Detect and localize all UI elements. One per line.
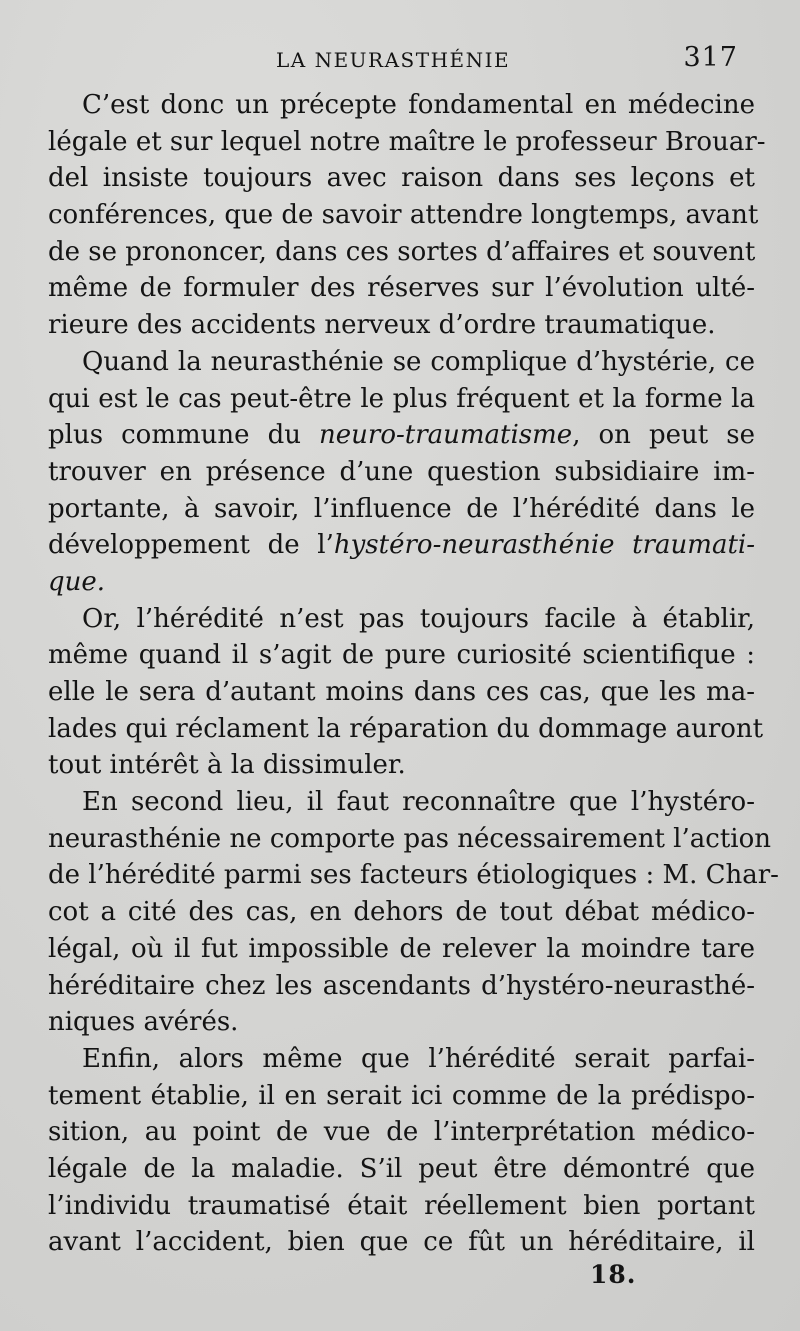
paragraph-4-line-6: héréditaire chez les ascendants d’hystéro-neurasthé- bbox=[48, 970, 755, 1001]
paragraph-2-line-5: portante, à savoir, l’influence de l’hérédité dans le bbox=[48, 493, 755, 524]
signature-mark: 18. bbox=[590, 1260, 637, 1289]
paragraph-1-line-1: C’est donc un précepte fondamental en médecine bbox=[82, 90, 755, 120]
paragraph-1-line-6: même de formuler des réserves sur l’évolution ulté- bbox=[48, 273, 755, 304]
paragraph-5-line-5: l’individu traumatisé était réellement bien portant bbox=[48, 1190, 755, 1221]
paragraph-2-line-7 bbox=[48, 564, 755, 601]
body-text bbox=[48, 87, 779, 1261]
paragraph-4-line-4: cot a cité des cas, en dehors de tout débat médico- bbox=[48, 897, 755, 928]
paragraph-2-line-3-start: plus commune du bbox=[48, 420, 320, 451]
paragraph-3-line-5: tout intérêt à la dissimuler. bbox=[48, 750, 406, 781]
paragraph-1-line-3: del insiste toujours avec raison dans ses leçons et bbox=[48, 163, 755, 194]
paragraph-2-line-3-end: , on peut se bbox=[572, 420, 755, 451]
paragraph-2-line-2: qui est le cas peut-être le plus fréquent et la forme la bbox=[48, 383, 755, 414]
paragraph-5-line-2: tement établie, il en serait ici comme de la prédispo- bbox=[48, 1080, 755, 1111]
italic-term-hystero-neurasthenie: hystéro-neurasthénie traumati- bbox=[333, 530, 755, 561]
paragraph-5-line-3: sition, au point de vue de l’interprétation médico- bbox=[48, 1117, 755, 1148]
paragraph-4-line-1: En second lieu, il faut reconnaître que l’hystéro- bbox=[82, 787, 755, 818]
paragraph-1-line-2: légale et sur lequel notre maître le professeur Brouar- bbox=[48, 126, 766, 157]
paragraph-2-line-3 bbox=[48, 417, 755, 454]
paragraph-2-line-4: trouver en présence d’une question subsidiaire im- bbox=[48, 456, 755, 487]
paragraph-4-line-5: légal, où il fut impossible de relever la moindre tare bbox=[48, 933, 755, 964]
running-title: LA NEURASTHÉNIE bbox=[276, 48, 511, 72]
page-header bbox=[48, 42, 738, 82]
paragraph-2-line-6-start: développement de l’ bbox=[48, 530, 334, 561]
paragraph-4-line-3: de l’hérédité parmi ses facteurs étiologiques : M. Char- bbox=[48, 860, 779, 891]
paragraph-4-line-7: niques avérés. bbox=[48, 1007, 239, 1038]
italic-term-que: que. bbox=[48, 566, 106, 597]
page-number: 317 bbox=[683, 42, 738, 73]
paragraph-5-line-6: avant l’accident, bien que ce fût un héréditaire, il bbox=[48, 1227, 755, 1258]
paragraph-3-line-3: elle le sera d’autant moins dans ces cas, que les ma- bbox=[48, 677, 755, 707]
paragraph-3-line-4: lades qui réclament la réparation du dommage auront bbox=[48, 713, 764, 744]
paragraph-2-line-6 bbox=[48, 527, 755, 564]
paragraph-3-line-1: Or, l’hérédité n’est pas toujours facile à établir, bbox=[82, 603, 755, 634]
paragraph-1-line-5: de se prononcer, dans ces sortes d’affaires et souvent bbox=[48, 236, 756, 267]
italic-term-neuro-traumatisme: neuro-traumatisme bbox=[319, 420, 573, 451]
paragraph-4-line-2: neurasthénie ne comporte pas nécessairement l’action bbox=[48, 823, 771, 854]
paragraph-1-line-4: conférences, que de savoir attendre longtemps, avant bbox=[48, 200, 759, 231]
paragraph-5-line-1: Enfin, alors même que l’hérédité serait parfai- bbox=[82, 1043, 755, 1074]
paragraph-2-line-1: Quand la neurasthénie se complique d’hystérie, ce bbox=[82, 346, 755, 377]
paragraph-3-line-2: même quand il s’agit de pure curiosité scientifique : bbox=[48, 640, 755, 671]
paragraph-1-line-7: rieure des accidents nerveux d’ordre traumatique. bbox=[48, 310, 716, 341]
paragraph-5-line-4: légale de la maladie. S’il peut être démontré que bbox=[48, 1153, 755, 1184]
